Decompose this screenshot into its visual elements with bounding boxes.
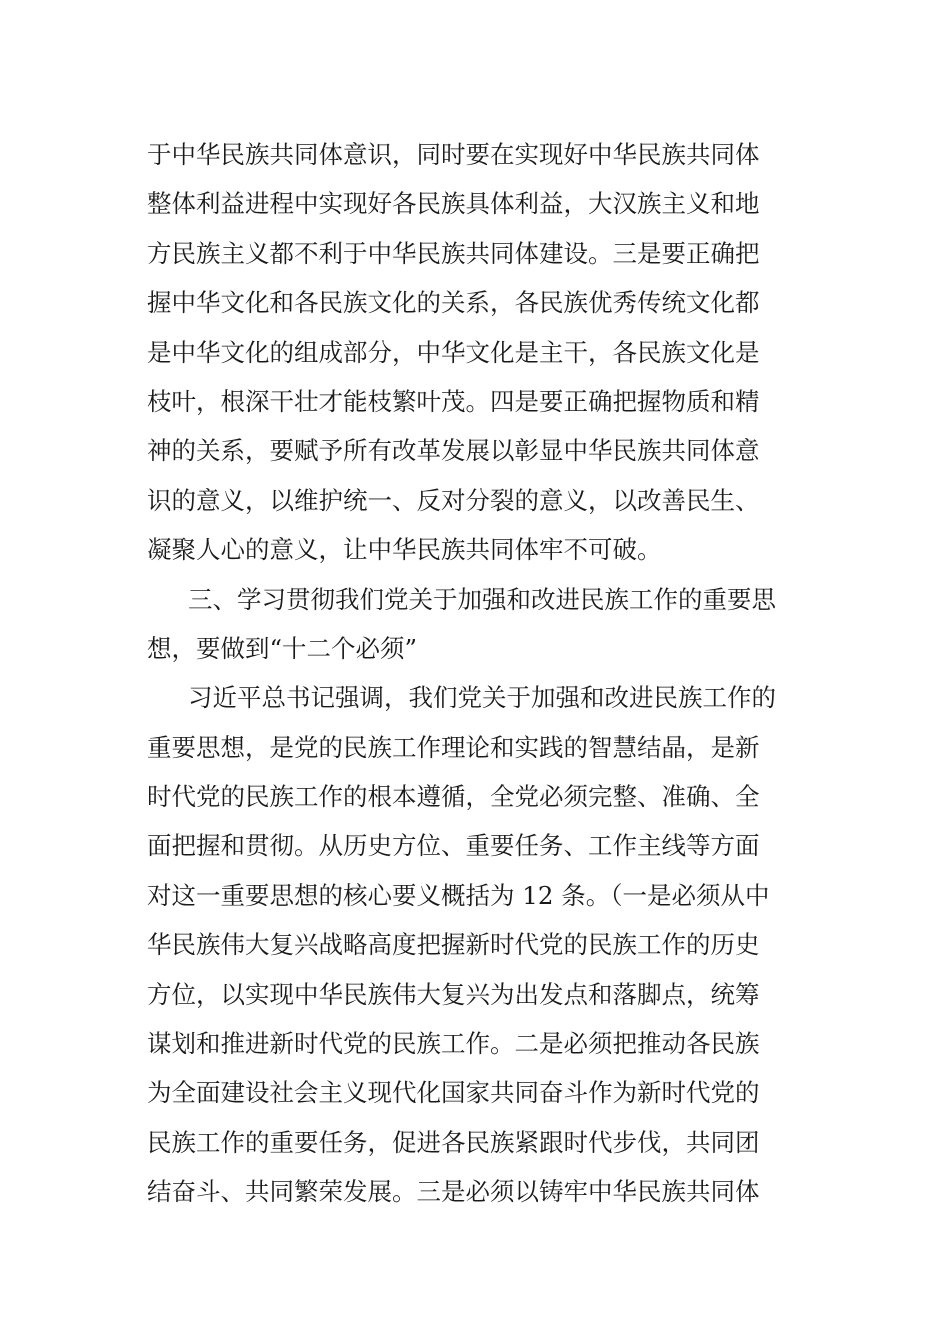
text-line-9: 凝聚人心的意义，让中华民族共同体牢不可破。 <box>147 535 662 565</box>
text-line-12: 习近平总书记强调，我们党关于加强和改进民族工作的 <box>188 683 776 713</box>
section-heading-line-1: 三、学习贯彻我们党关于加强和改进民族工作的重要思 <box>188 584 776 614</box>
text-line-17: 华民族伟大复兴战略高度把握新时代党的民族工作的历史 <box>147 930 760 960</box>
text-line-13: 重要思想，是党的民族工作理论和实践的智慧结晶，是新 <box>147 732 760 762</box>
text-line-2: 整体利益进程中实现好各民族具体利益，大汉族主义和地 <box>147 189 760 219</box>
text-line-1: 于中华民族共同体意识，同时要在实现好中华民族共同体 <box>147 140 760 169</box>
text-line-4: 握中华文化和各民族文化的关系，各民族优秀传统文化都 <box>147 288 760 318</box>
text-line-14: 时代党的民族工作的根本遵循，全党必须完整、准确、全 <box>147 782 760 812</box>
text-line-20: 为全面建设社会主义现代化国家共同奋斗作为新时代党的 <box>147 1078 760 1108</box>
section-heading-line-2: 想，要做到“十二个必须” <box>147 633 418 663</box>
text-line-18: 方位，以实现中华民族伟大复兴为出发点和落脚点，统筹 <box>147 979 760 1009</box>
text-line-3: 方民族主义都不利于中华民族共同体建设。三是要正确把 <box>147 238 760 268</box>
text-line-16: 对这一重要思想的核心要义概括为 12 条。（一是必须从中 <box>147 880 770 910</box>
text-line-22: 结奋斗、共同繁荣发展。三是必须以铸牢中华民族共同体 <box>147 1177 760 1207</box>
document-body-text <box>147 130 812 1217</box>
text-line-5: 是中华文化的组成部分，中华文化是主干，各民族文化是 <box>147 337 760 367</box>
text-line-21: 民族工作的重要任务，促进各民族紧跟时代步伐，共同团 <box>147 1127 760 1157</box>
text-line-6: 枝叶，根深干壮才能枝繁叶茂。四是要正确把握物质和精 <box>147 386 760 416</box>
text-line-8: 识的意义，以维护统一、反对分裂的意义，以改善民生、 <box>147 485 760 515</box>
text-line-7: 神的关系，要赋予所有改革发展以彰显中华民族共同体意 <box>147 436 760 466</box>
text-line-19: 谋划和推进新时代党的民族工作。二是必须把推动各民族 <box>147 1029 760 1059</box>
text-line-15: 面把握和贯彻。从历史方位、重要任务、工作主线等方面 <box>147 831 760 861</box>
